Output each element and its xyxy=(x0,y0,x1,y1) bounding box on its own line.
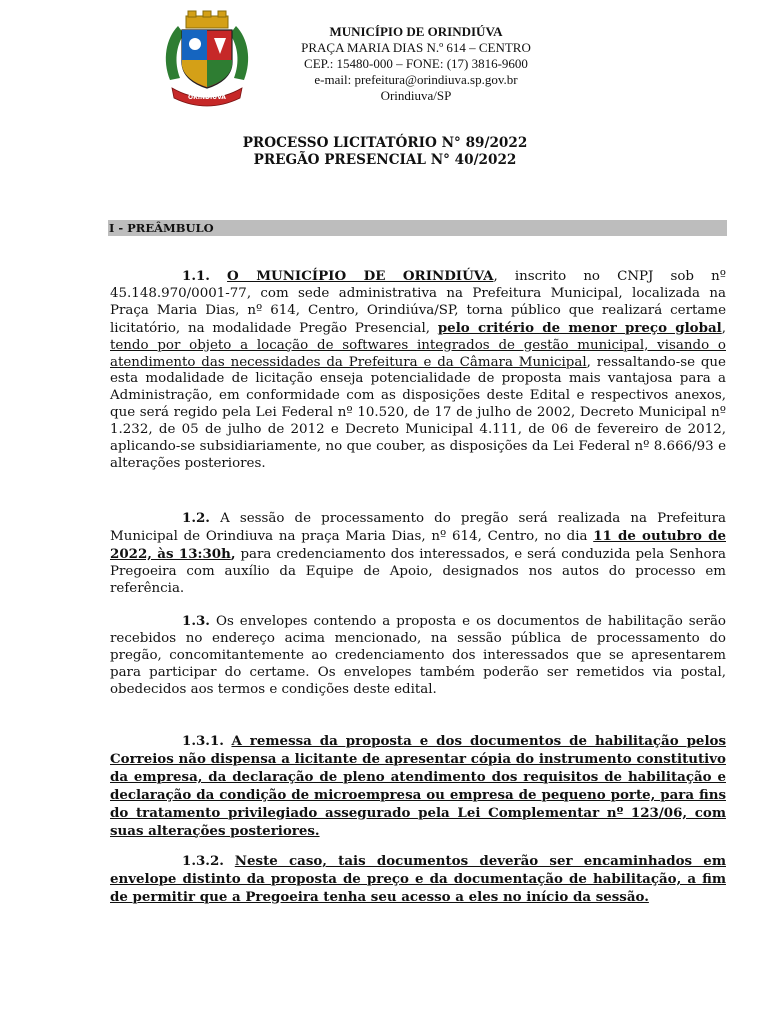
paragraph-1-3 xyxy=(110,613,726,699)
paragraph-text: , xyxy=(230,545,236,562)
criterion-text: pelo critério de menor preço global xyxy=(437,319,722,336)
paragraph-number: 1.2. xyxy=(182,510,210,526)
municipal-crest-icon xyxy=(162,10,252,110)
paragraph-number: 1.3. xyxy=(182,613,210,629)
process-title: PROCESSO LICITATÓRIO N° 89/2022 xyxy=(242,135,528,151)
paragraph-1-1 xyxy=(110,268,726,473)
cep-phone-line: CEP.: 15480-000 – FONE: (17) 3816-9600 xyxy=(304,56,528,71)
session-date: 11 de outubro de 2022, às 13:30h xyxy=(110,527,726,562)
pregao-title: PREGÃO PRESENCIAL N° 40/2022 xyxy=(253,152,517,168)
paragraph-text: , inscrito no CNPJ sob nº 45.148.970/0001-77, com sede administrativa na Prefeitura Municipal, localizada na Praça Maria Dias, nº 614, Centro, Orindiúva/SP, torna público que realizará certame licitatório, na modalidade Pregão Presencial, xyxy=(110,269,726,336)
letterhead xyxy=(268,24,564,104)
paragraph-text: Neste caso, tais documentos deverão ser encaminhados em envelope distinto da proposta de preço e da documentação de habilitação, a fim de permitir que a Pregoeira tenha seu acesso a eles no início da sessão. xyxy=(110,853,726,905)
paragraph-number: 1.3.2. xyxy=(182,853,224,869)
organization-name: O MUNICÍPIO DE ORINDIÚVA xyxy=(227,268,494,284)
section-heading: I - PREÂMBULO xyxy=(108,220,727,236)
paragraph-text: , ressaltando-se que esta modalidade de licitação enseja potencialidade de proposta mais vantajosa para a Administração, em conformidade com as disposições deste Edital e respectivos anexos, que será regido pela Lei Federal nº 10.520, de 17 de julho de 2002, Decreto Municipal nº 1.232, de 05 de julho de 2012 e Decreto Municipal 4.111, de 06 de fevereiro de 2012, aplicando-se subsidiariamente, no que couber, as disposições da Lei Federal nº 8.666/93 e alterações posteriores. xyxy=(110,354,726,471)
city-line: Orindiuva/SP xyxy=(380,88,452,103)
email-line: e-mail: prefeitura@orindiuva.sp.gov.br xyxy=(314,72,518,87)
municipality-name: MUNICÍPIO DE ORINDIÚVA xyxy=(329,24,503,39)
object-text: tendo por objeto a locação de softwares integrados de gestão municipal, visando o atendimento das necessidades da Prefeitura e da Câmara Municipal xyxy=(110,337,726,370)
paragraph-text: A sessão de processamento do pregão será realizada na Prefeitura Municipal de Orindiuva na praça Maria Dias, nº 614, Centro, no dia xyxy=(110,511,726,544)
paragraph-number: 1.1. xyxy=(182,268,210,284)
paragraph-1-3-2 xyxy=(110,853,726,907)
document-titles xyxy=(0,135,770,169)
address-line: PRAÇA MARIA DIAS N.º 614 – CENTRO xyxy=(301,40,531,55)
paragraph-1-3-1 xyxy=(110,733,726,840)
paragraph-text: Os envelopes contendo a proposta e os documentos de habilitação serão recebidos no endereço acima mencionado, na sessão pública de processamento do pregão, concomitantemente ao credenciamento dos interessados que se apresentarem para participar do certame. Os envelopes também poderão ser remetidos via postal, obedecidos aos termos e condições deste edital. xyxy=(110,614,726,697)
paragraph-text: para credenciamento dos interessados, e será conduzida pela Senhora Pregoeira com auxílio da Equipe de Apoio, designados nos autos do processo em referência. xyxy=(110,546,726,596)
paragraph-text: , xyxy=(721,320,726,336)
svg-text:ORINDIÚVA: ORINDIÚVA xyxy=(188,94,226,101)
paragraph-number: 1.3.1. xyxy=(182,733,224,749)
paragraph-1-2 xyxy=(110,510,726,598)
paragraph-text: A remessa da proposta e dos documentos de habilitação pelos Correios não dispensa a licitante de apresentar cópia do instrumento constitutivo da empresa, da declaração de pleno atendimento dos requisitos de habilitação e declaração da condição de microempresa ou empresa de pequeno porte, para fins do tratamento privilegiado assegurado pela Lei Complementar nº 123/06, com suas alterações posteriores. xyxy=(110,733,727,839)
